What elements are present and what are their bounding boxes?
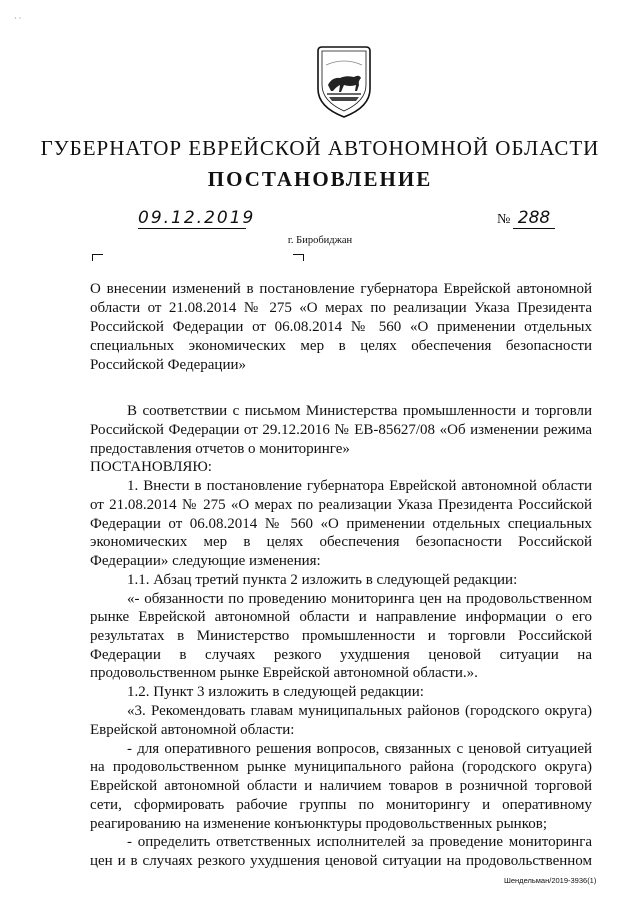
body-line: 1.1. Абзац третий пункта 2 изложить в следующей редакции: (127, 572, 518, 588)
body-line: - для оперативного решения вопросов, связанных с ценовой ситуацией (127, 741, 592, 757)
city-name: г. Биробиджан (287, 235, 353, 246)
body-line: В соответствии с письмом Министерства промышленности и торговли (127, 403, 592, 419)
document-date: 09.12.2019 (138, 208, 256, 228)
subject-line: Российской Федерации» (90, 357, 247, 373)
body-line: Еврейской автономной области и наличием товаров в розничной торговой (90, 778, 592, 794)
body-line: Федерации от 06.08.2014 № 560 «О применении отдельных специальных (90, 516, 592, 532)
body-line: рынке Еврейской автономной области и направление информации о его (90, 609, 592, 625)
body-line: - определить ответственных исполнителей за проведение мониторинга (127, 834, 592, 850)
body-line: Федерации в случаях резкого ухудшения ценовой ситуации на (90, 647, 592, 663)
body-line: результатах в Министерство промышленности и торговли Российской (90, 628, 592, 644)
body-line: сети, сформировать рабочие группы по мониторингу и оперативному (90, 797, 592, 813)
body-line: реагированию на изменение конъюнктуры продовольственных рынков; (90, 816, 547, 832)
scan-corner-mark: · · (14, 14, 22, 23)
coat-of-arms-emblem (314, 45, 374, 119)
body-line: от 21.08.2014 № 275 «О мерах по реализации Указа Президента Российской (90, 497, 592, 513)
issuer-heading: ГУБЕРНАТОР ЕВРЕЙСКОЙ АВТОНОМНОЙ ОБЛАСТИ (40, 136, 600, 160)
resolution-word: ПОСТАНОВЛЯЮ: (90, 459, 212, 475)
body-line: предоставления отчетов о мониторинге» (90, 441, 350, 457)
subject-line: области от 21.08.2014 № 275 «О мерах по реализации Указа Президента (90, 300, 592, 316)
subject-line: О внесении изменений в постановление губернатора Еврейской автономной (90, 281, 592, 297)
body-line: Российской Федерации от 29.12.2016 № ЕВ-85627/08 «Об изменении режима (90, 422, 592, 438)
body-line: Еврейской автономной области: (90, 722, 295, 738)
body-line: Федерации» следующие изменения: (90, 553, 321, 569)
document-footer-code: Шендельман/2019-3936(1) (504, 876, 597, 885)
document-number: 288 (513, 208, 555, 229)
body-line: «- обязанности по проведению мониторинга цен на продовольственном (127, 591, 592, 607)
document-type-title: ПОСТАНОВЛЕНИЕ (207, 167, 433, 191)
subject-bracket-left (92, 254, 103, 261)
body-line: цен и в случаях резкого ухудшения ценовой ситуации на продовольственном (90, 853, 592, 869)
number-label: № (497, 212, 511, 227)
body-line: 1. Внести в постановление губернатора Еврейской автономной области (127, 478, 592, 494)
body-line: продовольственном рынке Еврейской автономной области.». (90, 665, 478, 681)
subject-line: Российской Федерации от 06.08.2014 № 560 «О применении отдельных (90, 319, 592, 335)
subject-line: специальных экономических мер в целях обеспечения безопасности (90, 338, 592, 354)
body-line: на продовольственном рынке муниципального района (городского округа) (90, 759, 592, 775)
body-line: экономических мер в целях обеспечения безопасности Российской (90, 534, 592, 550)
body-line: 1.2. Пункт 3 изложить в следующей редакции: (127, 684, 424, 700)
subject-bracket-right (293, 254, 304, 261)
body-line: «3. Рекомендовать главам муниципальных районов (городского округа) (127, 703, 592, 719)
